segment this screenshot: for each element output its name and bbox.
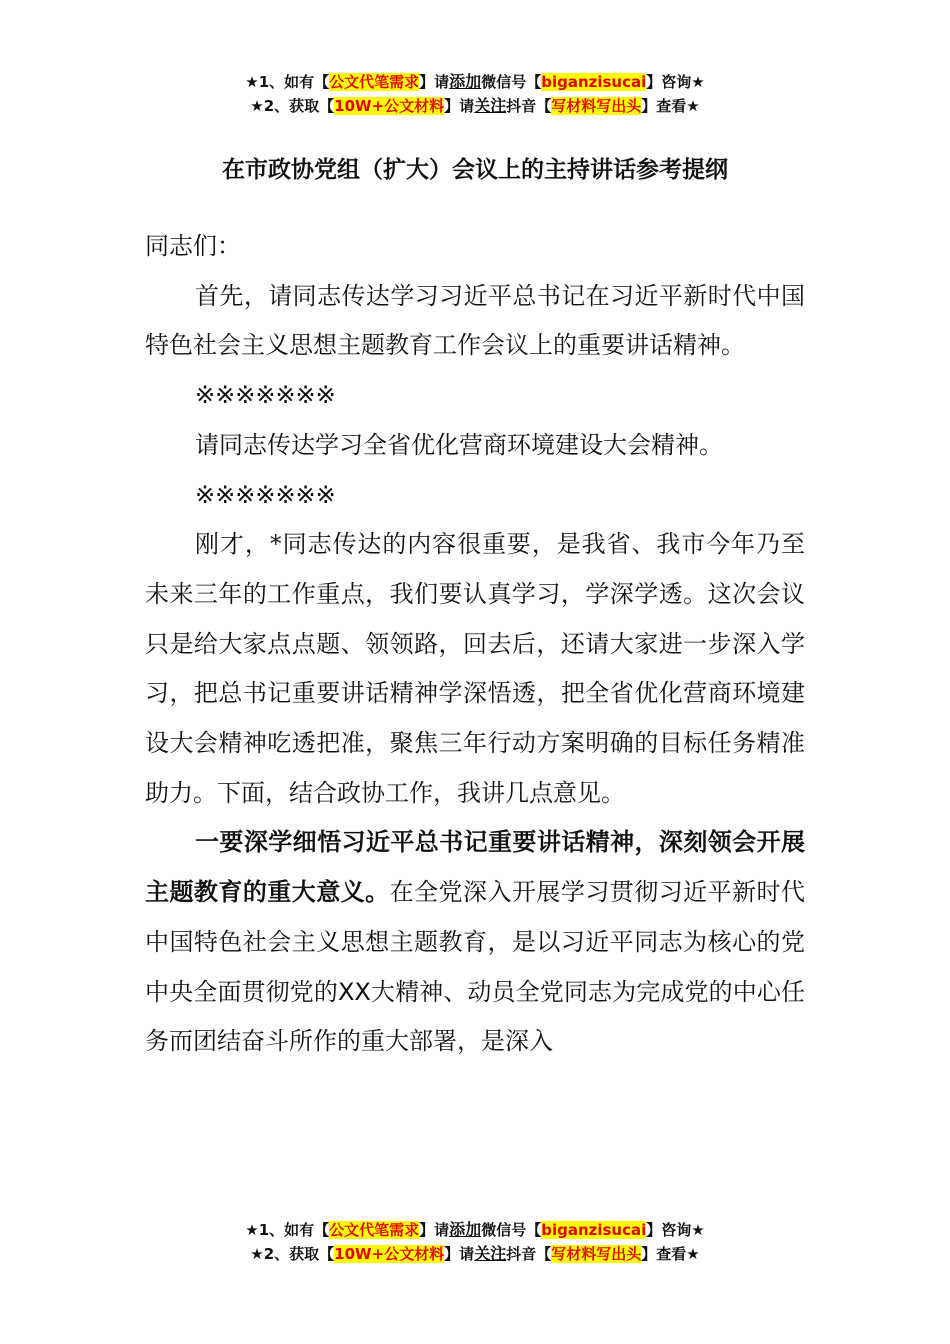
header-line-2-text: 】请 (444, 97, 475, 115)
footer-highlight-douyin-account: 写材料写出头 (551, 1245, 642, 1263)
header-banner (0, 70, 950, 118)
header-line-1-text: 】请 (419, 73, 450, 91)
footer-highlight-writing-service: 公文代笔需求 (329, 1221, 420, 1239)
star-icon: ★ (686, 97, 700, 115)
header-line-2 (0, 94, 950, 118)
paragraph-4-text: 在全党深入开展学习贯彻习近平新时代中国特色社会主义思想主题教育，是以习近平同志为核心的党中央全面贯彻党的XX大精神、动员全党同志为完成党的中心任务而团结奋斗所作的重大部署，是深入 (145, 878, 806, 1056)
document-body (145, 222, 805, 1067)
footer-line-1-text-2: 微信号【 (481, 1221, 542, 1239)
header-line-1 (0, 70, 950, 94)
footer-line-2-prefix: 2、获取【 (263, 1245, 335, 1263)
header-highlight-wechat-id: biganzisucai (541, 73, 647, 91)
star-icon: ★ (250, 1245, 264, 1263)
footer-line-2-end: 】查看 (641, 1245, 687, 1263)
document-title: 在市政协党组（扩大）会议上的主持讲话参考提纲 (222, 157, 728, 183)
footer-underline-follow: 关注 (474, 1244, 507, 1263)
footer-line-1-prefix: 1、如有【 (258, 1221, 330, 1239)
header-line-2-text-2: 抖音【 (506, 97, 552, 115)
footer-banner (0, 1218, 950, 1266)
header-line-1-text-2: 微信号【 (481, 73, 542, 91)
footer-highlight-wechat-id: biganzisucai (541, 1221, 647, 1239)
header-highlight-materials: 10W+公文材料 (334, 97, 445, 115)
star-icon: ★ (691, 1221, 705, 1239)
greeting: 同志们： (145, 232, 241, 260)
header-underline-follow: 关注 (474, 96, 507, 115)
paragraph-2: 请同志传达学习全省优化营商环境建设大会精神。 (195, 430, 723, 459)
separator-1: ※※※※※※※ (195, 381, 336, 410)
header-highlight-writing-service: 公文代笔需求 (329, 73, 420, 91)
paragraph-4 (145, 818, 805, 1067)
footer-line-1 (0, 1218, 950, 1242)
paragraph-4-heading: 一要深学细悟习近平总书记重要讲话精神，深刻领会开展主题教育的重大意义。 (145, 828, 805, 907)
footer-line-2-text-2: 抖音【 (506, 1245, 552, 1263)
paragraph-3: 刚才，*同志传达的内容很重要，是我省、我市今年乃至未来三年的工作重点，我们要认真学习，学深学透。这次会议只是给大家点点题、领领路，回去后，还请大家进一步深入学习，把总书记重要讲话精神学深悟透，把全省优化营商环境建设大会精神吃透把准，聚焦三年行动方案明确的目标任务精准助力。下面，结合政协工作，我讲几点意见。 (145, 530, 805, 807)
star-icon: ★ (691, 73, 705, 91)
footer-highlight-materials: 10W+公文材料 (334, 1245, 445, 1263)
header-line-2-end: 】查看 (641, 97, 687, 115)
header-line-1-prefix: 1、如有【 (258, 73, 330, 91)
footer-line-2-text: 】请 (444, 1245, 475, 1263)
header-line-1-end: 】咨询 (646, 73, 692, 91)
paragraph-1: 首先，请同志传达学习习近平总书记在习近平新时代中国特色社会主义思想主题教育工作会议上的重要讲话精神。 (145, 281, 805, 360)
header-highlight-douyin-account: 写材料写出头 (551, 97, 642, 115)
star-icon: ★ (686, 1245, 700, 1263)
star-icon: ★ (250, 97, 264, 115)
footer-line-2 (0, 1242, 950, 1266)
footer-line-1-text: 】请 (419, 1221, 450, 1239)
separator-2: ※※※※※※※ (195, 480, 336, 509)
footer-line-1-end: 】咨询 (646, 1221, 692, 1239)
star-icon: ★ (245, 1221, 259, 1239)
footer-underline-add: 添加 (449, 1220, 482, 1239)
star-icon: ★ (245, 73, 259, 91)
header-underline-add: 添加 (449, 72, 482, 91)
header-line-2-prefix: 2、获取【 (263, 97, 335, 115)
